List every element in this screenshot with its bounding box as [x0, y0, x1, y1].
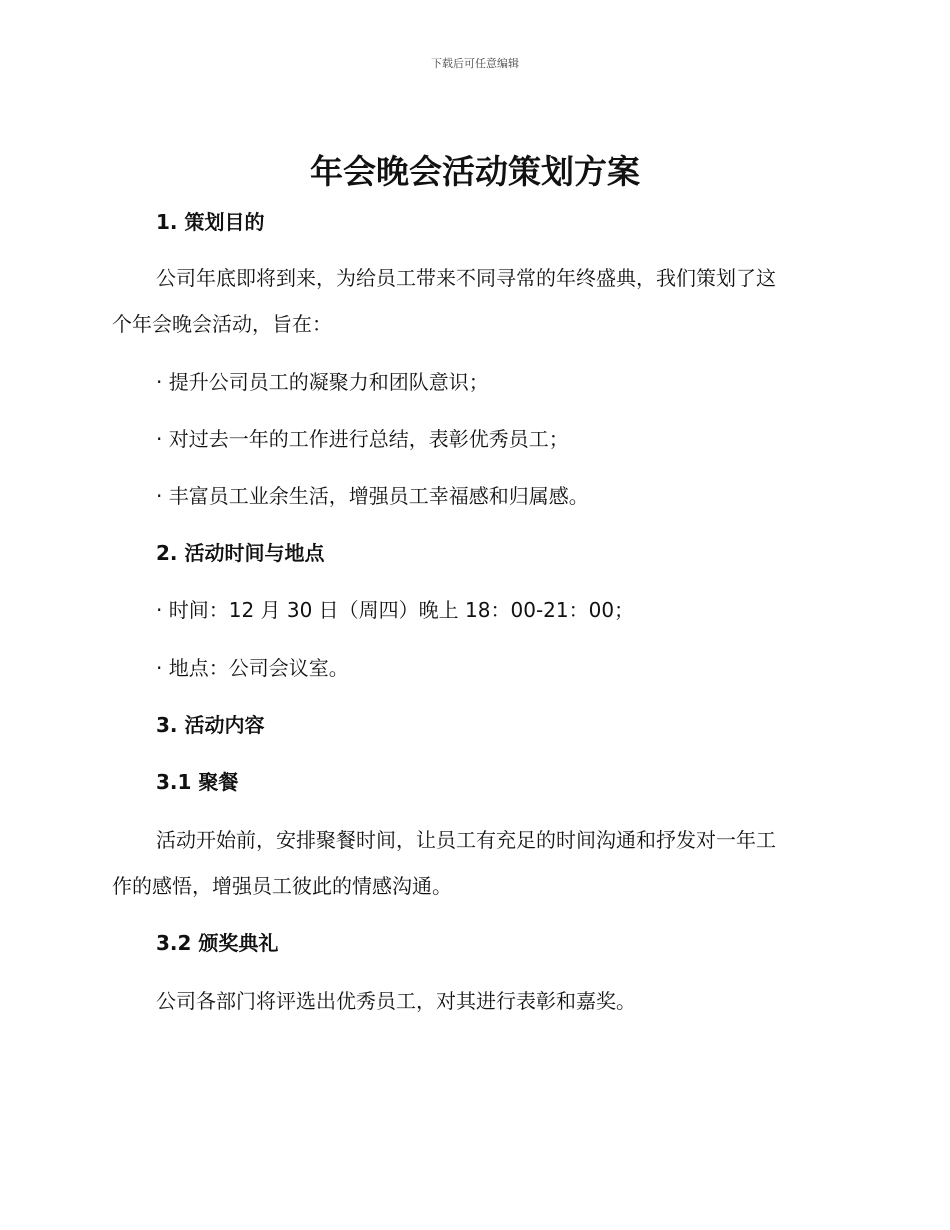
section-3-2-line-1: 公司各部门将评选出优秀员工，对其进行表彰和嘉奖。 [156, 989, 636, 1013]
section-1-intro-line-1: 公司年底即将到来，为给员工带来不同寻常的年终盛典，我们策划了这 [156, 266, 776, 290]
section-1-bullet-3: · 丰富员工业余生活，增强员工幸福感和归属感。 [156, 484, 589, 508]
section-1-heading: 1. 策划目的 [156, 210, 265, 234]
section-1-bullet-1: · 提升公司员工的凝聚力和团队意识； [156, 370, 489, 394]
header-note: 下载后可任意编辑 [431, 57, 519, 70]
page-title: 年会晚会活动策划方案 [310, 152, 640, 191]
section-3-1-line-1: 活动开始前，安排聚餐时间，让员工有充足的时间沟通和抒发对一年工 [156, 828, 776, 852]
section-3-1-line-2: 作的感悟，增强员工彼此的情感沟通。 [112, 874, 452, 898]
section-3-2-heading: 3.2 颁奖典礼 [156, 931, 279, 955]
section-2-bullet-place: · 地点：公司会议室。 [156, 656, 349, 680]
section-1-bullet-2: · 对过去一年的工作进行总结，表彰优秀员工； [156, 427, 569, 451]
section-1-intro-line-2: 个年会晚会活动，旨在： [112, 312, 332, 336]
section-2-bullet-time: · 时间：12 月 30 日（周四）晚上 18：00-21：00； [156, 598, 635, 622]
section-2-heading: 2. 活动时间与地点 [156, 541, 325, 565]
section-3-heading: 3. 活动内容 [156, 713, 265, 737]
section-3-1-heading: 3.1 聚餐 [156, 770, 239, 794]
